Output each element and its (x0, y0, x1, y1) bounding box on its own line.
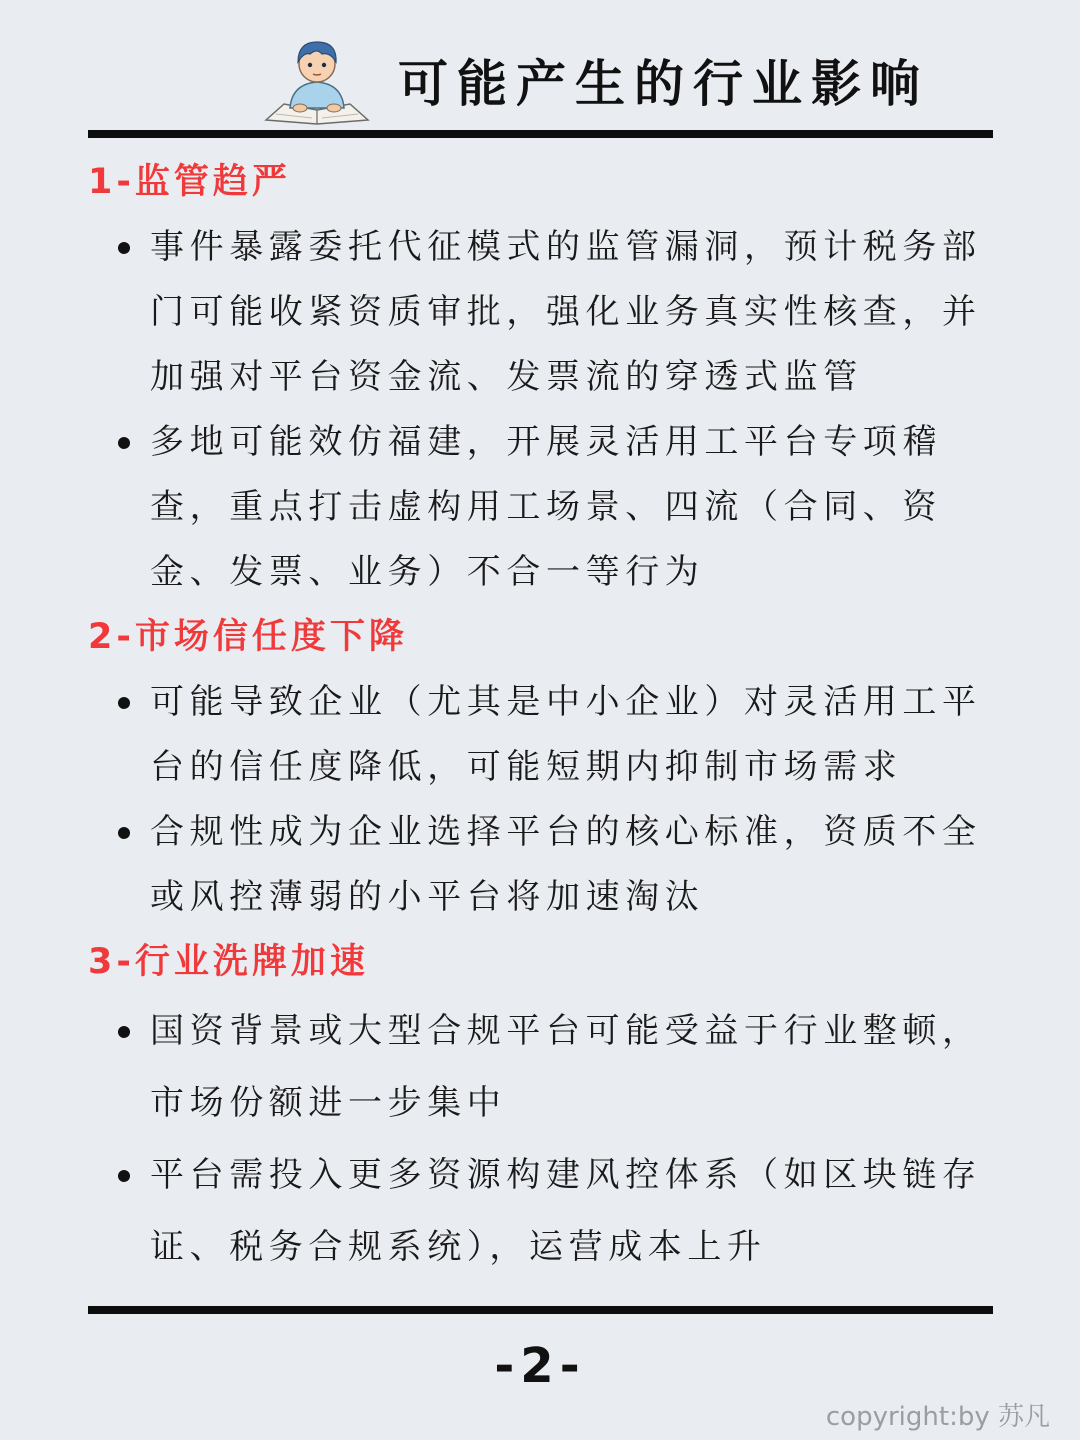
main-content (88, 150, 993, 1283)
section-title: 1-监管趋严 (88, 162, 291, 202)
list-item (88, 995, 993, 1139)
list-item-text: 可能导致企业（尤其是中小企业）对灵活用工平台的信任度降低，可能短期内抑制市场需求 (150, 682, 982, 787)
bullet-dot (118, 1026, 130, 1038)
section-industry-reshuffle (88, 930, 993, 1283)
list-item-text: 事件暴露委托代征模式的监管漏洞，预计税务部门可能收紧资质审批，强化业务真实性核查，并加强对平台资金流、发票流的穿透式监管 (150, 227, 982, 397)
list-item-text: 合规性成为企业选择平台的核心标准，资质不全或风控薄弱的小平台将加速淘汰 (150, 812, 982, 917)
section-market-trust (88, 605, 993, 930)
section-title: 2-市场信任度下降 (88, 617, 408, 657)
list-item-text: 多地可能效仿福建，开展灵活用工平台专项稽查，重点打击虚构用工场景、四流（合同、资金、发票、业务）不合一等行为 (150, 422, 942, 592)
list-item (88, 1139, 993, 1283)
bottom-divider (88, 1306, 993, 1314)
list-item (88, 800, 993, 930)
reading-boy-icon (262, 34, 372, 128)
list-item-text: 平台需投入更多资源构建风控体系（如区块链存证、税务合规系统），运营成本上升 (150, 1155, 982, 1267)
section-title: 3-行业洗牌加速 (88, 942, 369, 982)
bullet-dot (118, 242, 130, 254)
bullet-dot (118, 697, 130, 709)
list-item (88, 670, 993, 800)
copyright-text: copyright:by 苏凡 (825, 1402, 1050, 1432)
list-item (88, 215, 993, 410)
bullet-dot (118, 1170, 130, 1182)
list-item (88, 410, 993, 605)
top-divider (88, 130, 993, 138)
bullet-dot (118, 827, 130, 839)
section-regulation (88, 150, 993, 605)
page-number: -2- (494, 1338, 586, 1394)
bullet-dot (118, 437, 130, 449)
list-item-text: 国资背景或大型合规平台可能受益于行业整顿，市场份额进一步集中 (150, 1011, 982, 1123)
header (0, 0, 1080, 130)
page-title: 可能产生的行业影响 (398, 55, 929, 113)
